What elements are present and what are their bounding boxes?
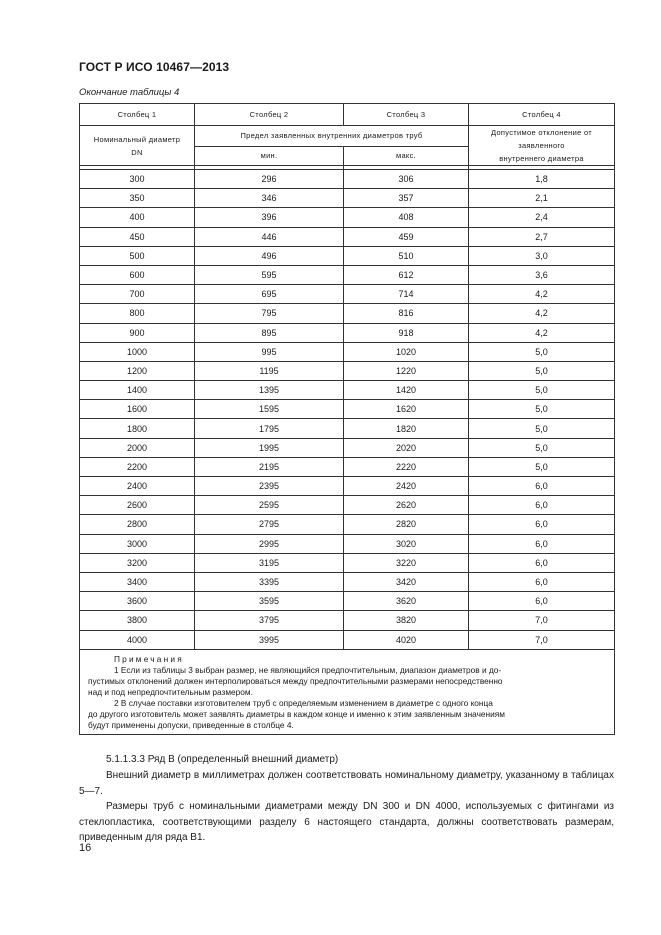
nominal-diameter-header: Номинальный диаметр DN [80, 126, 195, 166]
table-cell: 3400 [80, 572, 195, 591]
table-cell: 6,0 [469, 496, 615, 515]
table-cell: 1400 [80, 381, 195, 400]
table-cell: 1620 [344, 400, 469, 419]
table-row [80, 400, 615, 419]
table-cell: 795 [195, 304, 344, 323]
table-row [80, 515, 615, 534]
max-subheader: макс. [344, 146, 469, 166]
table-row [80, 592, 615, 611]
table-cell: 900 [80, 323, 195, 342]
table-cell: 2600 [80, 496, 195, 515]
table-cell: 695 [195, 285, 344, 304]
table-cell: 1995 [195, 438, 344, 457]
table-row [80, 630, 615, 649]
table-row [80, 189, 615, 208]
table-cell: 350 [80, 189, 195, 208]
table-cell: 5,0 [469, 457, 615, 476]
table-cell: 3820 [344, 611, 469, 630]
table-cell: 510 [344, 246, 469, 265]
table-caption: Окончание таблицы 4 [79, 87, 180, 98]
table-cell: 4,2 [469, 285, 615, 304]
column-number-row [80, 104, 615, 126]
table-cell: 2200 [80, 457, 195, 476]
table-cell: 3,6 [469, 265, 615, 284]
note-line: до другого изготовитель может заявлять диаметры в каждом конце и именно к этим заявленным значениям [88, 708, 505, 719]
column-title: Столбец 4 [469, 104, 615, 126]
page-number: 16 [79, 842, 92, 854]
table-cell: 5,0 [469, 361, 615, 380]
table-cell: 306 [344, 170, 469, 189]
table-cell: 3395 [195, 572, 344, 591]
table-cell: 5,0 [469, 342, 615, 361]
column-title: Столбец 1 [80, 104, 195, 126]
notes-title: Примечания [114, 653, 184, 664]
table-cell: 296 [195, 170, 344, 189]
table-row [80, 496, 615, 515]
paragraph: Внешний диаметр в миллиметрах должен соответствовать номинальному диаметру, указанному в таблицах 5—7. [79, 770, 614, 797]
table-cell: 1,8 [469, 170, 615, 189]
table-cell: 2,4 [469, 208, 615, 227]
note-line: 2 В случае поставки изготовителем труб с определяемым изменением в диаметре с одного конца [114, 697, 493, 708]
table-cell: 2800 [80, 515, 195, 534]
table-cell: 3,0 [469, 246, 615, 265]
table-cell: 1600 [80, 400, 195, 419]
diameter-limits-header: Предел заявленных внутренних диаметров труб [195, 126, 469, 147]
table-row [80, 457, 615, 476]
note-line: над и под непредпочтительным размером. [88, 686, 253, 697]
table-cell: 5,0 [469, 381, 615, 400]
table-cell: 2820 [344, 515, 469, 534]
table-cell: 6,0 [469, 477, 615, 496]
table-cell: 3000 [80, 534, 195, 553]
table-cell: 1020 [344, 342, 469, 361]
table-row [80, 208, 615, 227]
table-row [80, 170, 615, 189]
table-cell: 714 [344, 285, 469, 304]
table-cell: 396 [195, 208, 344, 227]
table-cell: 4,2 [469, 323, 615, 342]
table-cell: 500 [80, 246, 195, 265]
document-header: ГОСТ Р ИСО 10467—2013 [79, 60, 230, 74]
note-line: будут применены допуски, приведенные в столбце 4. [88, 719, 294, 730]
table-row [80, 438, 615, 457]
table-cell: 612 [344, 265, 469, 284]
table-cell: 1795 [195, 419, 344, 438]
table-cell: 2195 [195, 457, 344, 476]
table-row [80, 323, 615, 342]
table-cell: 7,0 [469, 611, 615, 630]
table-cell: 895 [195, 323, 344, 342]
table-cell: 446 [195, 227, 344, 246]
table-cell: 3195 [195, 553, 344, 572]
table-row [80, 553, 615, 572]
table-cell: 2,1 [469, 189, 615, 208]
table-row [80, 611, 615, 630]
table-row [80, 285, 615, 304]
column-title: Столбец 3 [344, 104, 469, 126]
table-cell: 1420 [344, 381, 469, 400]
table-cell: 4000 [80, 630, 195, 649]
table-cell: 346 [195, 189, 344, 208]
table-row [80, 342, 615, 361]
table-cell: 1595 [195, 400, 344, 419]
table-cell: 1800 [80, 419, 195, 438]
header-row [80, 126, 615, 147]
table-cell: 3020 [344, 534, 469, 553]
note-line: 1 Если из таблицы 3 выбран размер, не являющийся предпочтительным, диапазон диаметров и до- [114, 664, 502, 675]
table-row [80, 265, 615, 284]
table-cell: 3220 [344, 553, 469, 572]
table-cell: 1000 [80, 342, 195, 361]
table-cell: 496 [195, 246, 344, 265]
table-cell: 450 [80, 227, 195, 246]
table-row [80, 572, 615, 591]
table-cell: 2400 [80, 477, 195, 496]
table-cell: 3620 [344, 592, 469, 611]
table-cell: 5,0 [469, 419, 615, 438]
table-cell: 357 [344, 189, 469, 208]
notes-cell [80, 649, 615, 734]
dimensions-table [79, 103, 615, 735]
table-cell: 3200 [80, 553, 195, 572]
table-cell: 6,0 [469, 572, 615, 591]
table-cell: 2,7 [469, 227, 615, 246]
table-cell: 5,0 [469, 438, 615, 457]
section-heading: 5.1.1.3.3 Ряд В (определенный внешний диаметр) [106, 754, 339, 765]
table-cell: 3420 [344, 572, 469, 591]
table-cell: 918 [344, 323, 469, 342]
table-cell: 459 [344, 227, 469, 246]
table-cell: 1200 [80, 361, 195, 380]
notes-row [80, 649, 615, 734]
table-cell: 700 [80, 285, 195, 304]
table-cell: 3600 [80, 592, 195, 611]
table-cell: 408 [344, 208, 469, 227]
table-cell: 7,0 [469, 630, 615, 649]
table-cell: 2220 [344, 457, 469, 476]
table-row [80, 304, 615, 323]
table-row [80, 477, 615, 496]
table-row [80, 381, 615, 400]
column-title: Столбец 2 [195, 104, 344, 126]
table-cell: 6,0 [469, 515, 615, 534]
table-cell: 2420 [344, 477, 469, 496]
table-cell: 595 [195, 265, 344, 284]
table-cell: 1220 [344, 361, 469, 380]
table-cell: 816 [344, 304, 469, 323]
table-cell: 3800 [80, 611, 195, 630]
table-cell: 6,0 [469, 592, 615, 611]
table-cell: 6,0 [469, 534, 615, 553]
table-cell: 2995 [195, 534, 344, 553]
table-cell: 1195 [195, 361, 344, 380]
table-cell: 3995 [195, 630, 344, 649]
table-cell: 4,2 [469, 304, 615, 323]
table-cell: 6,0 [469, 553, 615, 572]
table-cell: 2595 [195, 496, 344, 515]
table-cell: 2000 [80, 438, 195, 457]
table-cell: 3595 [195, 592, 344, 611]
table-cell: 800 [80, 304, 195, 323]
table-cell: 995 [195, 342, 344, 361]
table-cell: 2020 [344, 438, 469, 457]
table-row [80, 419, 615, 438]
table-row [80, 227, 615, 246]
table-cell: 400 [80, 208, 195, 227]
table-cell: 2395 [195, 477, 344, 496]
table-cell: 1395 [195, 381, 344, 400]
min-subheader: мин. [195, 146, 344, 166]
note-line: пустимых отклонений должен интерполироваться между предпочтительными размерами непосредственно [88, 675, 503, 686]
table-cell: 600 [80, 265, 195, 284]
table-cell: 2620 [344, 496, 469, 515]
table-row [80, 246, 615, 265]
paragraph: Размеры труб с номинальными диаметрами между DN 300 и DN 4000, используемых с фитингами из стеклопластика, соответствующими разделу 6 настоящего стандарта, должны соответствовать размерам, приведенным для ряда B1. [79, 801, 614, 843]
table-cell: 300 [80, 170, 195, 189]
table-cell: 4020 [344, 630, 469, 649]
table-row [80, 361, 615, 380]
table-row [80, 534, 615, 553]
table-cell: 5,0 [469, 400, 615, 419]
table-cell: 3795 [195, 611, 344, 630]
tolerance-header: Допустимое отклонение от заявленного внутреннего диаметра [469, 126, 615, 166]
table-cell: 2795 [195, 515, 344, 534]
table-cell: 1820 [344, 419, 469, 438]
